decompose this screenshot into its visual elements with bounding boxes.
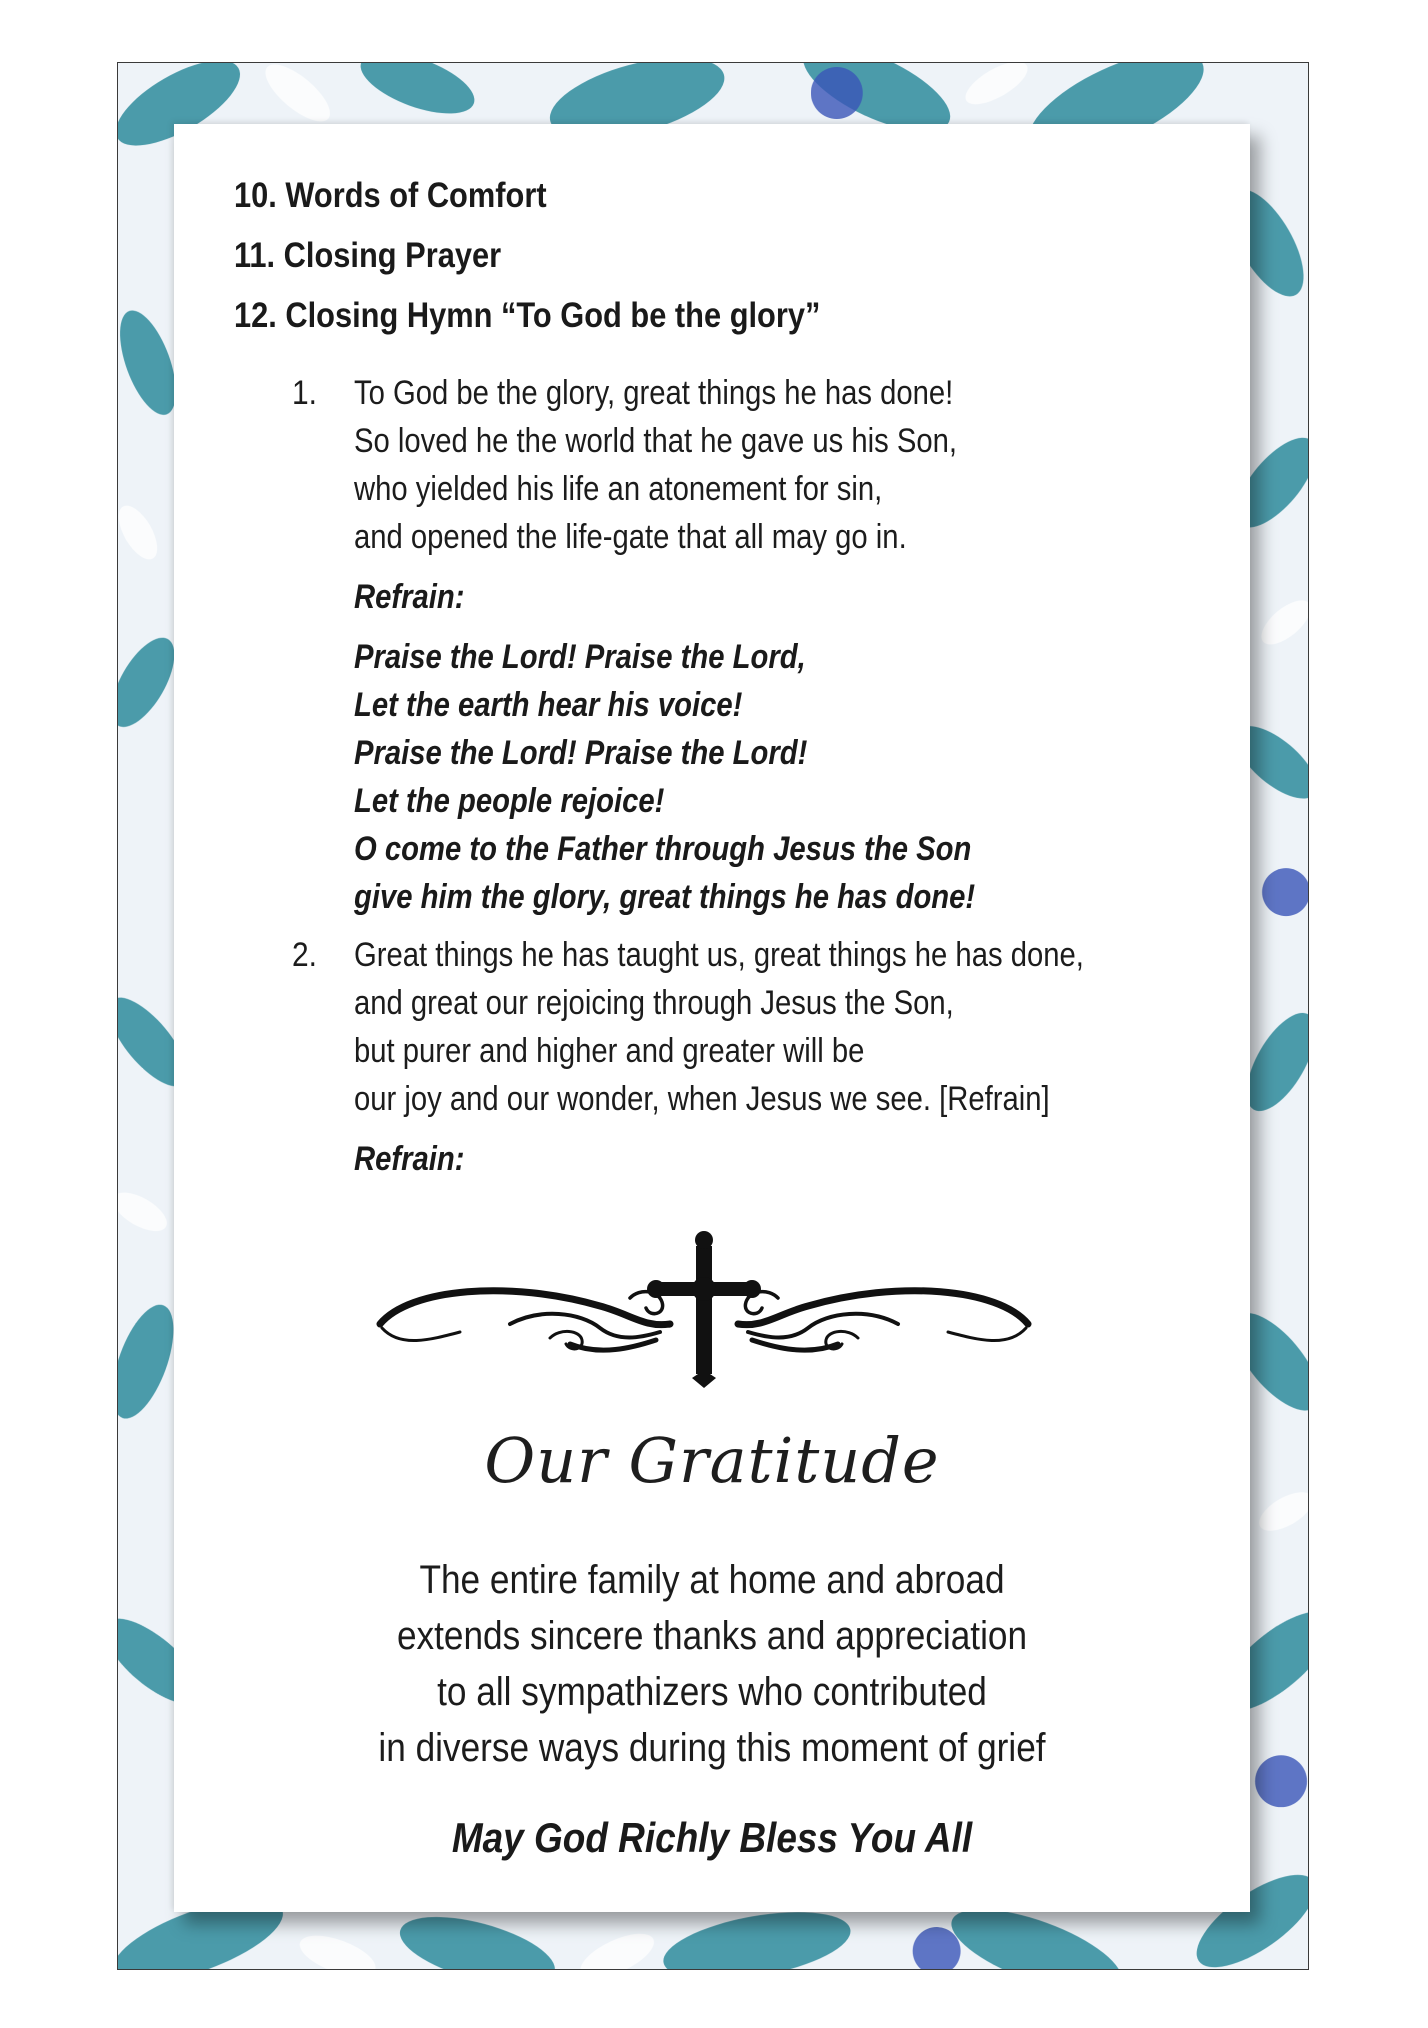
program-item-closing-hymn: 12. Closing Hymn “To God be the glory” <box>234 296 821 335</box>
verse-line: but purer and higher and greater will be <box>354 1032 865 1070</box>
verse-number: 2. <box>292 936 317 974</box>
refrain-line: Let the earth hear his voice! <box>354 686 743 724</box>
refrain-line: Praise the Lord! Praise the Lord! <box>354 734 808 772</box>
program-item-words-of-comfort: 10. Words of Comfort <box>234 176 547 215</box>
verse-line: To God be the glory, great things he has done! <box>354 374 954 412</box>
refrain-line: Praise the Lord! Praise the Lord, <box>354 638 806 676</box>
gratitude-line: to all sympathizers who contributed <box>437 1670 987 1714</box>
refrain-label: Refrain: <box>354 1140 465 1178</box>
verse-line: and opened the life-gate that all may go in. <box>354 518 907 556</box>
verse-line: Great things he has taught us, great things he has done, <box>354 936 1084 974</box>
verse-line: who yielded his life an atonement for sin, <box>354 470 883 508</box>
gratitude-line: The entire family at home and abroad <box>419 1558 1005 1602</box>
gratitude-line: in diverse ways during this moment of grief <box>378 1726 1046 1770</box>
verse-line: our joy and our wonder, when Jesus we see. [Refrain] <box>354 1080 1050 1118</box>
verse-line: So loved he the world that he gave us his Son, <box>354 422 958 460</box>
program-card <box>174 124 1250 1912</box>
refrain-line: give him the glory, great things he has done! <box>354 878 976 916</box>
blessing-text: May God Richly Bless You All <box>451 1814 973 1861</box>
refrain-label: Refrain: <box>354 578 465 616</box>
gratitude-title: Our Gratitude <box>484 1424 940 1497</box>
verse-number: 1. <box>292 374 317 412</box>
verse-line: and great our rejoicing through Jesus the Son, <box>354 984 954 1022</box>
gratitude-line: extends sincere thanks and appreciation <box>396 1614 1028 1658</box>
program-item-closing-prayer: 11. Closing Prayer <box>234 236 502 275</box>
refrain-line: Let the people rejoice! <box>354 782 665 820</box>
cross-flourish-icon <box>370 1228 1038 1388</box>
refrain-line: O come to the Father through Jesus the Son <box>354 830 972 868</box>
